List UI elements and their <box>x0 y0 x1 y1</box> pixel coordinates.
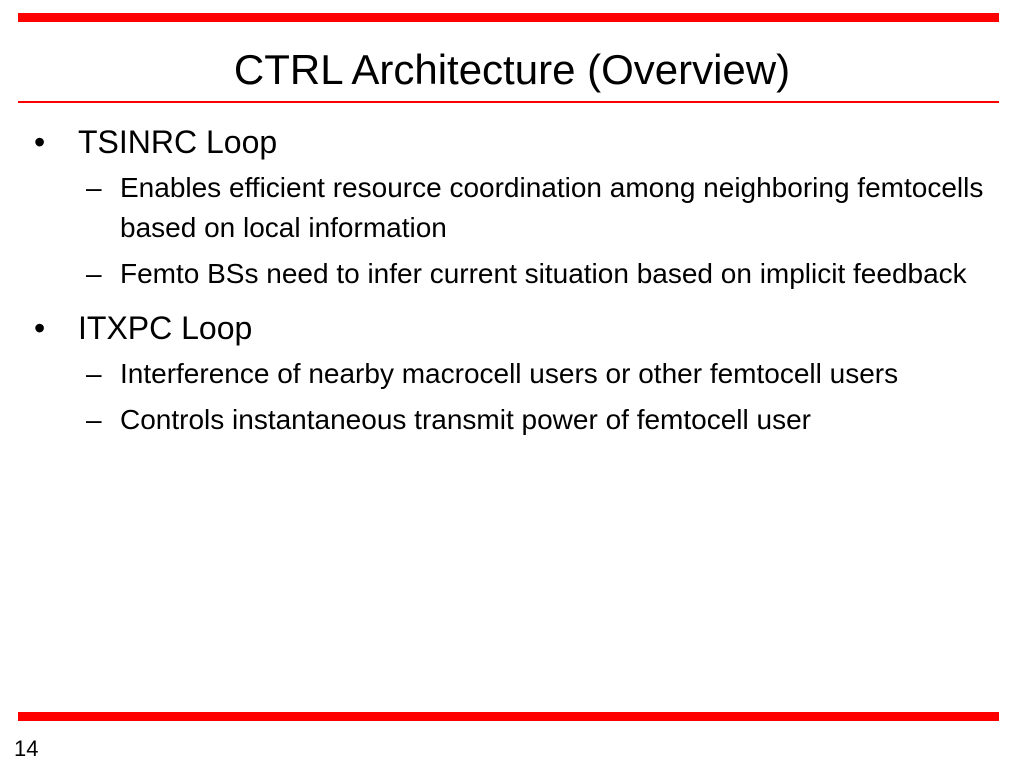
bullet-group-tsinrc <box>30 118 1000 294</box>
sub-bullet-item <box>30 254 1000 294</box>
top-accent-bar <box>18 13 999 22</box>
bullet-text: ITXPC Loop <box>78 310 253 346</box>
slide-title: CTRL Architecture (Overview) <box>233 46 791 93</box>
sub-bullet-item <box>30 354 1000 394</box>
sub-bullet-text: Enables efficient resource coordination among neighboring femtocells based on local information <box>120 172 984 243</box>
slide-content <box>30 118 1000 446</box>
bullet-group-itxpc <box>30 304 1000 440</box>
sub-bullet-item <box>30 400 1000 440</box>
bullet-item <box>30 118 1000 166</box>
sub-bullet-marker: – <box>86 258 102 289</box>
bullet-item <box>30 304 1000 352</box>
sub-bullet-marker: – <box>86 404 102 435</box>
sub-bullet-text: Controls instantaneous transmit power of femtocell user <box>120 404 811 435</box>
bullet-marker: • <box>34 124 46 160</box>
bottom-accent-bar <box>18 712 999 721</box>
bullet-text: TSINRC Loop <box>78 124 278 160</box>
sub-bullet-text: Interference of nearby macrocell users or other femtocell users <box>120 358 899 389</box>
sub-bullet-marker: – <box>86 358 102 389</box>
bullet-marker: • <box>34 310 46 346</box>
title-underline <box>18 101 999 103</box>
sub-bullet-item <box>30 168 1000 248</box>
page-number: 14 <box>14 736 39 761</box>
sub-bullet-text: Femto BSs need to infer current situation based on implicit feedback <box>120 258 967 289</box>
sub-bullet-marker: – <box>86 172 102 203</box>
